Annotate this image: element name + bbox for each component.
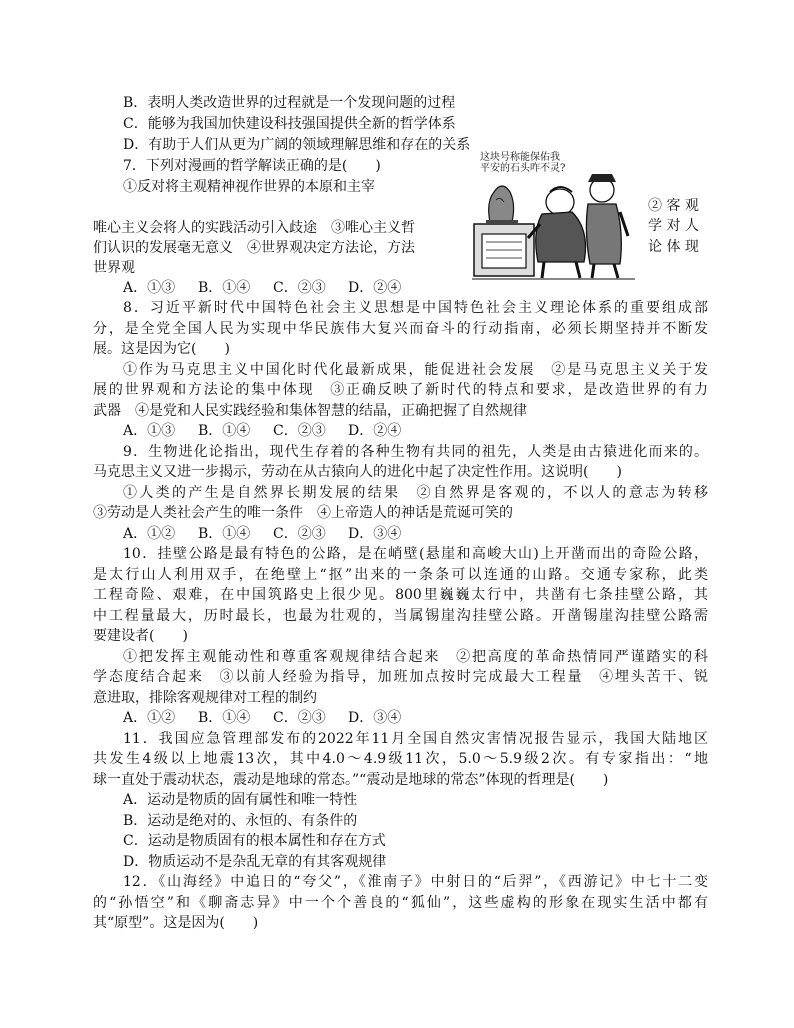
q11-line-2: 共发生4级以上地震13次，其中4.0～4.9级11次，5.0～5.9级2次。有专家指出：“地 xyxy=(93,751,708,767)
q7-line-3: 们认识的发展毫无意义 ④世界观决定方法论，方法 xyxy=(93,240,415,256)
q7-line-2: 唯心主义会将人的实践活动引入歧途 ③唯心主义哲 xyxy=(93,220,415,236)
q10-line-6: ①把发挥主观能动性和尊重客观规律结合起来 ②把高度的革命热情同严谨踏实的科 xyxy=(123,649,708,665)
q9-line-4: ③劳动是人类社会产生的唯一条件 ④上帝造人的神话是荒诞可笑的 xyxy=(93,505,513,521)
q8-line-1: 8．习近平新时代中国特色社会主义思想是中国特色社会主义理论体系的重要组成部 xyxy=(123,300,708,316)
q8-line-2: 分，是全党全国人民为实现中华民族伟大复兴而奋斗的行动指南，必须长期坚持并不断发 xyxy=(93,321,708,337)
q10-opt-d: D．③④ xyxy=(348,710,402,726)
option-c: C．能够为我国加快建设科技强国提供全新的哲学体系 xyxy=(123,116,456,132)
q11-line-3: 球一直处于震动状态，震动是地球的常态。”“震动是地球的常态”体现的哲理是( ) xyxy=(93,772,609,788)
q12-line-1: 12．《山海经》中追日的“夸父”，《淮南子》中射日的“后羿”，《西游记》中七十二变 xyxy=(123,874,708,890)
q7-right-3: 论 体 现 xyxy=(648,239,699,255)
q7-opt-a: A．①③ xyxy=(123,280,176,296)
q10-line-7: 学态度结合起来 ③以前人经验为指导，加班加点按时完成最大工程量 ④埋头苦干、锐 xyxy=(93,669,708,685)
q10-line-1: 10．挂壁公路是最有特色的公路，是在峭壁(悬崖和高峻大山)上开凿而出的奇险公路， xyxy=(123,546,708,562)
q11-option-d: D．物质运动不是杂乱无章的有其客观规律 xyxy=(123,854,387,870)
q8-options xyxy=(123,422,401,441)
q10-line-5: 要建设者( ) xyxy=(93,628,188,644)
q11-line-1: 11．我国应急管理部发布的2022年11月全国自然灾害情况报告显示，我国大陆地区 xyxy=(123,731,708,747)
q11-option-b: B．运动是绝对的、永恒的、有条件的 xyxy=(123,813,358,829)
q8-line-3: 展。这是因为它( ) xyxy=(93,341,230,357)
q7-opt-c: C．②③ xyxy=(273,280,326,296)
q7-opt-d: D．②④ xyxy=(348,280,402,296)
q10-line-8: 意进取，排除客观规律对工程的制约 xyxy=(93,690,317,706)
q9-line-2: 马克思主义又进一步揭示，劳动在从古猿向人的进化中起了决定性作用。这说明( ) xyxy=(93,464,622,480)
q9-line-3: ①人类的产生是自然界长期发展的结果 ②自然界是客观的，不以人的意志为转移 xyxy=(123,485,708,501)
q7-stem: 7．下列对漫画的哲学解读正确的是( ) xyxy=(123,158,381,174)
q10-opt-a: A．①② xyxy=(123,710,176,726)
q8-line-6: 武器 ④是党和人民实践经验和集体智慧的结晶，正确把握了自然规律 xyxy=(93,403,527,419)
q7-right-2: 学 对 人 xyxy=(648,218,699,234)
q12-line-2: 的“孙悟空”和《聊斋志异》中一个个善良的“狐仙”，这些虚构的形象在现实生活中都有 xyxy=(93,895,708,911)
q9-opt-c: C．②③ xyxy=(273,526,326,542)
q8-opt-d: D．②④ xyxy=(348,423,402,439)
q8-opt-b: B．①④ xyxy=(198,423,251,439)
q9-line-1: 9．生物进化论指出，现代生存着的各种生物有共同的祖先，人类是由古猿进化而来的。 xyxy=(123,444,708,460)
q9-opt-b: B．①④ xyxy=(198,526,251,542)
q11-option-a: A．运动是物质的固有属性和唯一特性 xyxy=(123,792,358,808)
q9-options xyxy=(123,525,401,544)
q8-opt-c: C．②③ xyxy=(273,423,326,439)
q10-opt-b: B．①④ xyxy=(198,710,251,726)
q10-line-4: 中工程量最大，历时最长，也最为壮观的，当属锡崖沟挂壁公路。开凿锡崖沟挂壁公路需 xyxy=(93,608,708,624)
q9-opt-a: A．①② xyxy=(123,526,176,542)
q12-line-3: 其“原型”。这是因为( ) xyxy=(93,915,259,931)
option-d: D．有助于人们从更为广阔的领域理解思维和存在的关系 xyxy=(123,137,471,153)
cartoon-caption-1: 这块号称能保佑我 xyxy=(480,152,560,163)
q10-options xyxy=(123,709,401,728)
q8-line-5: 展的世界观和方法论的集中体现 ③正确反映了新时代的特点和要求，是改造世界的有力 xyxy=(93,382,708,398)
q10-opt-c: C．②③ xyxy=(273,710,326,726)
q7-opt-b: B．①④ xyxy=(198,280,251,296)
q10-line-2: 是太行山人利用双手，在绝壁上“抠”出来的一条条可以连通的山路。交通专家称，此类 xyxy=(93,567,708,583)
q7-statement-1: ①反对将主观精神视作世界的本原和主宰 xyxy=(123,179,375,195)
q7-right-1: ② 客 观 xyxy=(648,198,699,214)
q9-opt-d: D．③④ xyxy=(348,526,402,542)
q11-option-c: C．运动是物质固有的根本属性和存在方式 xyxy=(123,833,386,849)
cartoon-caption-2: 平安的石头咋不灵? xyxy=(480,163,566,174)
option-b: B．表明人类改造世界的过程就是一个发现问题的过程 xyxy=(123,95,456,111)
q8-opt-a: A．①③ xyxy=(123,423,176,439)
q7-options xyxy=(123,279,401,298)
cartoon-image xyxy=(472,152,635,282)
q10-line-3: 工程奇险、艰难，在中国筑路史上很少见。800里巍巍太行中，共凿有七条挂壁公路，其 xyxy=(93,587,708,603)
q8-line-4: ①作为马克思主义中国化时代化最新成果，能促进社会发展 ②是马克思主义关于发 xyxy=(123,362,708,378)
q7-line-4: 世界观 xyxy=(93,260,135,276)
